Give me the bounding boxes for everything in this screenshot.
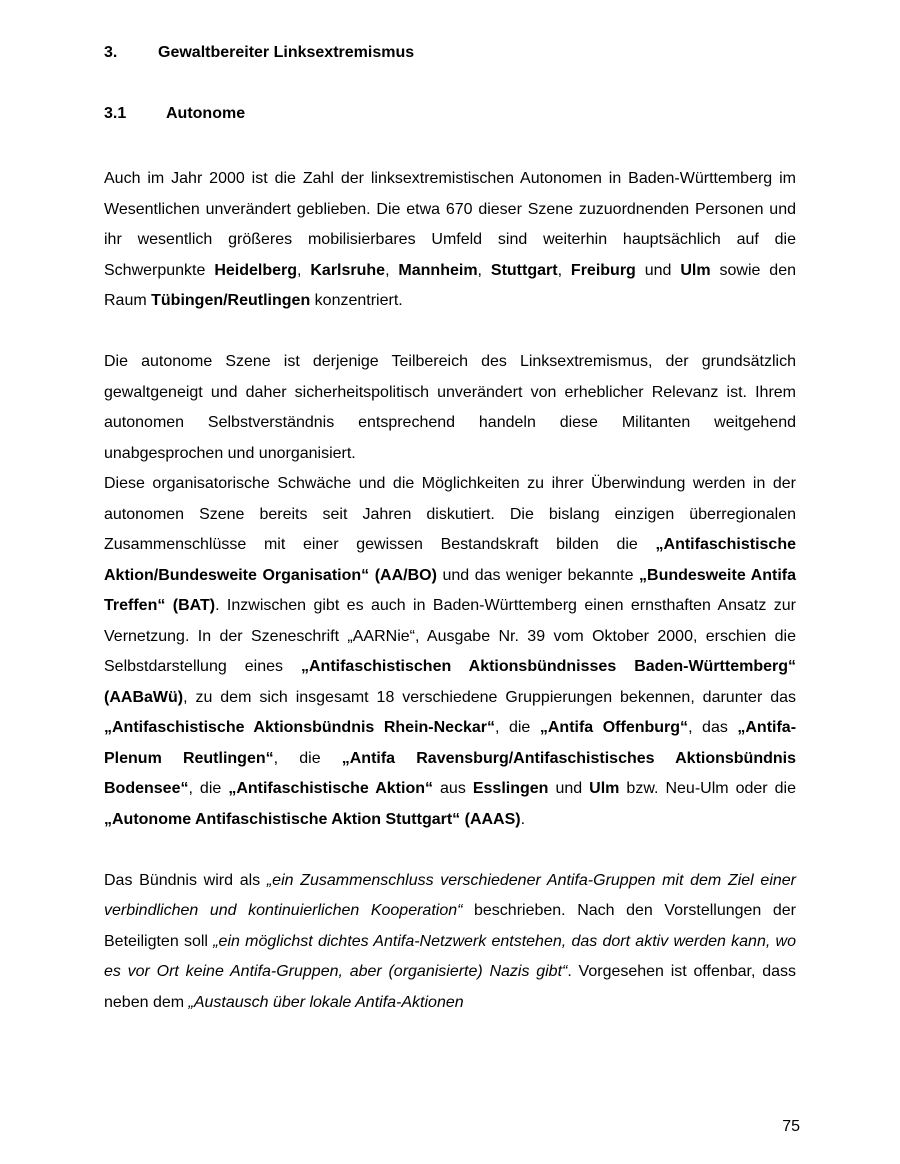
- text-run: beschrieben. Nach den Vorstellungen der Beteiligten soll: [104, 902, 796, 950]
- text-run: Freiburg: [570, 261, 636, 279]
- subsection-heading: [104, 103, 796, 125]
- page-number: 75: [782, 1118, 800, 1135]
- text-run: „Antifaschistischen Aktionsbündnisses Baden-Württemberg“ (AABaWü): [104, 658, 796, 706]
- text-run: Das Bündnis wird als: [104, 871, 267, 889]
- text-run: und: [635, 261, 681, 279]
- section-heading: [104, 42, 796, 64]
- text-run: „Antifaschistische Aktion/Bundesweite Organisation“ (AA/BO): [104, 536, 796, 584]
- text-run: „Austausch über lokale Antifa-Aktionen: [188, 993, 464, 1011]
- text-run: , die: [495, 719, 540, 736]
- text-run: konzentriert.: [310, 292, 403, 309]
- text-run: . Vorgesehen ist offenbar, dass neben dem: [104, 963, 796, 1011]
- paragraph: [104, 347, 796, 469]
- text-run: , zu dem sich insgesamt 18 verschiedene Gruppierungen bekennen, darunter das: [183, 688, 796, 706]
- text-run: Ulm: [680, 261, 711, 279]
- text-run: ,: [557, 261, 571, 279]
- text-run: , die: [273, 749, 342, 767]
- page-content: [104, 42, 796, 1049]
- text-run: „Bundesweite Antifa Treffen“ (BAT): [104, 566, 797, 614]
- text-run: .: [520, 810, 526, 828]
- text-run: Auch im Jahr 2000 ist die Zahl der linksextremistischen Autonomen in Baden-Württemberg im Wesentlichen unverändert geblieben. Die etwa 670 dieser Szene zuzuordnenden Personen und ihr wesentlich größeres mobilisierbares Umfeld sind weiterhin hauptsächlich auf die Schwerpunkte: [104, 170, 796, 279]
- text-run: „ein Zusammenschluss verschiedener Antifa-Gruppen mit dem Ziel einer verbindlichen und kontinuierlichen Kooperation“: [104, 871, 796, 919]
- text-run: Stuttgart: [490, 261, 558, 279]
- text-run: bzw. Neu-Ulm oder die: [619, 780, 797, 797]
- text-run: . Inzwischen gibt es auch in Baden-Württemberg einen ernsthaften Ansatz zur Vernetzung. In der Szeneschrift „AARNie“, Ausgabe Nr. 39 vom Oktober 2000, erschien die Selbstdarstellung eines: [104, 597, 796, 675]
- paragraph: [104, 469, 796, 835]
- text-run: Tübingen/Reutlingen: [151, 292, 311, 309]
- text-run: Heidelberg: [214, 261, 297, 279]
- text-run: Diese organisatorische Schwäche und die Möglichkeiten zu ihrer Überwindung werden in der autonomen Szene bereits seit Jahren diskutiert. Die bislang einzigen überregionalen Zusammenschlüsse mit einer gewissen Bestandskraft bilden die: [104, 475, 796, 553]
- text-run: „Antifaschistische Aktionsbündnis Rhein-Neckar“: [104, 719, 495, 736]
- text-run: Die autonome Szene ist derjenige Teilbereich des Linksextremismus, der grundsätzlich gewaltgeneigt und daher sicherheitspolitisch unverändert von erheblicher Relevanz ist. Ihrem autonomen Selbstverständnis entsprechend handeln diese Militanten weitgehend unabgesprochen und unorganisiert.: [104, 353, 796, 462]
- subsection-heading-title: Autonome: [166, 105, 246, 122]
- subsection-heading-number: 3.1: [104, 105, 127, 122]
- text-run: „Antifa-Plenum Reutlingen“: [104, 719, 797, 767]
- text-run: ,: [477, 261, 491, 279]
- text-run: , das: [688, 719, 738, 736]
- text-run: „ein möglichst dichtes Antifa-Netzwerk entstehen, das dort aktiv werden kann, wo es vor Ort keine Antifa-Gruppen, aber (organisierte) Nazis gibt“: [104, 932, 796, 980]
- text-run: aus: [433, 780, 473, 797]
- text-run: „Autonome Antifaschistische Aktion Stuttgart“ (AAAS): [104, 810, 521, 828]
- text-run: sowie den Raum: [104, 261, 797, 309]
- paragraph: [104, 866, 796, 1019]
- section-heading-number: 3.: [104, 44, 118, 61]
- text-run: und: [548, 780, 590, 797]
- text-run: Mannheim: [398, 261, 478, 279]
- text-run: und das weniger bekannte: [436, 566, 640, 584]
- paragraph: [104, 164, 796, 317]
- text-run: ,: [297, 261, 311, 279]
- text-run: , die: [188, 780, 229, 797]
- text-run: „Antifaschistische Aktion“: [228, 780, 433, 797]
- text-run: „Antifa Ravensburg/Antifaschistisches Aktionsbündnis Bodensee“: [104, 749, 796, 797]
- text-run: Ulm: [589, 780, 620, 797]
- section-heading-title: Gewaltbereiter Linksextremismus: [158, 44, 415, 61]
- text-run: „Antifa Offenburg“: [539, 719, 689, 736]
- text-run: ,: [385, 261, 399, 279]
- text-run: Karlsruhe: [310, 261, 386, 279]
- text-run: Esslingen: [472, 780, 549, 797]
